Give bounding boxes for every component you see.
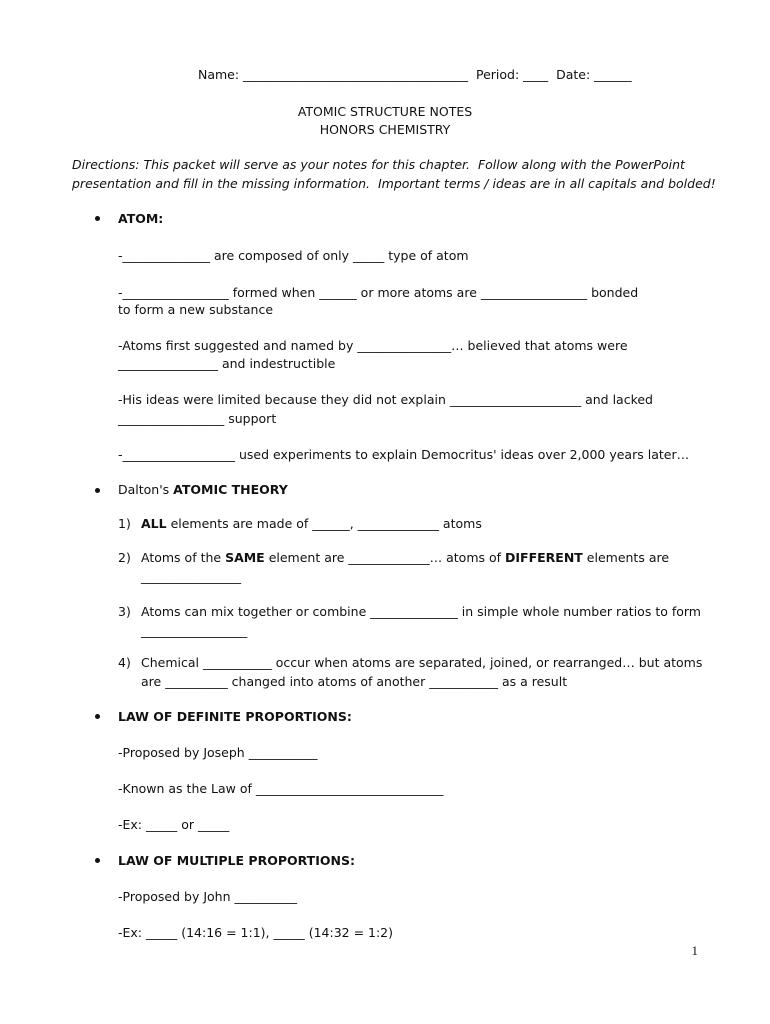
dalton-item-2-bold-different: DIFFERENT [505,550,583,565]
bullet-icon [95,714,100,719]
atom-line-4a: -His ideas were limited because they did not explain _____________________ and lacked [118,392,653,407]
dalton-item-2-mid: element are _____________… atoms of [264,550,506,565]
dalton-heading [118,481,288,499]
page-number: 1 [691,943,698,958]
name-period-date-line: Name: ____________________________________ Period: ____ Date: ______ [198,67,632,82]
atom-heading: ATOM: [118,211,164,226]
dalton-item-3-number: 3) [118,604,131,619]
dalton-heading-bold: ATOMIC THEORY [173,482,288,497]
dalton-item-4-line-2: are __________ changed into atoms of another ___________ as a result [141,674,568,689]
definite-heading: LAW OF DEFINITE PROPORTIONS: [118,709,352,724]
dalton-item-2-number: 2) [118,550,131,565]
dalton-item-1-number: 1) [118,516,131,531]
directions-line-2: presentation and fill in the missing information. Important terms / ideas are in all capitals and bolded! [72,176,716,191]
dalton-item-4-number: 4) [118,655,131,670]
dalton-item-2-post: elements are [582,550,670,565]
dalton-item-3: Atoms can mix together or combine ______________ in simple whole number ratios to form [141,604,701,619]
dalton-item-2-pre: Atoms of the [141,550,226,565]
dalton-heading-pre: Dalton's [118,482,174,497]
bullet-icon [95,858,100,863]
atom-line-2b: to form a new substance [118,302,274,317]
dalton-item-1 [141,515,482,533]
dalton-item-1-bold: ALL [141,516,167,531]
bullet-icon [95,216,100,221]
page-subtitle: HONORS CHEMISTRY [319,122,451,137]
directions-line-1: Directions: This packet will serve as your notes for this chapter. Follow along with the PowerPoint [72,157,685,172]
multiple-line-2: -Ex: _____ (14:16 = 1:1), _____ (14:32 = 1:2) [118,925,394,940]
multiple-line-1: -Proposed by John __________ [118,889,297,904]
dalton-item-2-bold-same: SAME [225,550,265,565]
dalton-item-1-text: elements are made of ______, _____________ atoms [166,516,482,531]
atom-line-2a: -_________________ formed when ______ or more atoms are _________________ bonded [118,285,639,300]
bullet-icon [95,488,100,493]
definite-line-2: -Known as the Law of ______________________________ [118,781,444,796]
dalton-item-2 [141,549,669,567]
definite-line-1: -Proposed by Joseph ___________ [118,745,318,760]
dalton-item-2-line-2: ________________ [141,569,241,584]
atom-line-1: -______________ are composed of only _____ type of atom [118,248,469,263]
dalton-item-3-line-2: _________________ [141,623,248,638]
definite-line-3: -Ex: _____ or _____ [118,817,230,832]
multiple-heading: LAW OF MULTIPLE PROPORTIONS: [118,853,355,868]
atom-line-5: -__________________ used experiments to explain Democritus' ideas over 2,000 years later… [118,447,690,462]
atom-line-3b: ________________ and indestructible [118,356,336,371]
page-title: ATOMIC STRUCTURE NOTES [297,104,473,119]
dalton-item-4: Chemical ___________ occur when atoms are separated, joined, or rearranged… but atoms [141,655,703,670]
atom-line-3a: -Atoms first suggested and named by _______________… believed that atoms were [118,338,628,353]
atom-line-4b: _________________ support [118,411,277,426]
